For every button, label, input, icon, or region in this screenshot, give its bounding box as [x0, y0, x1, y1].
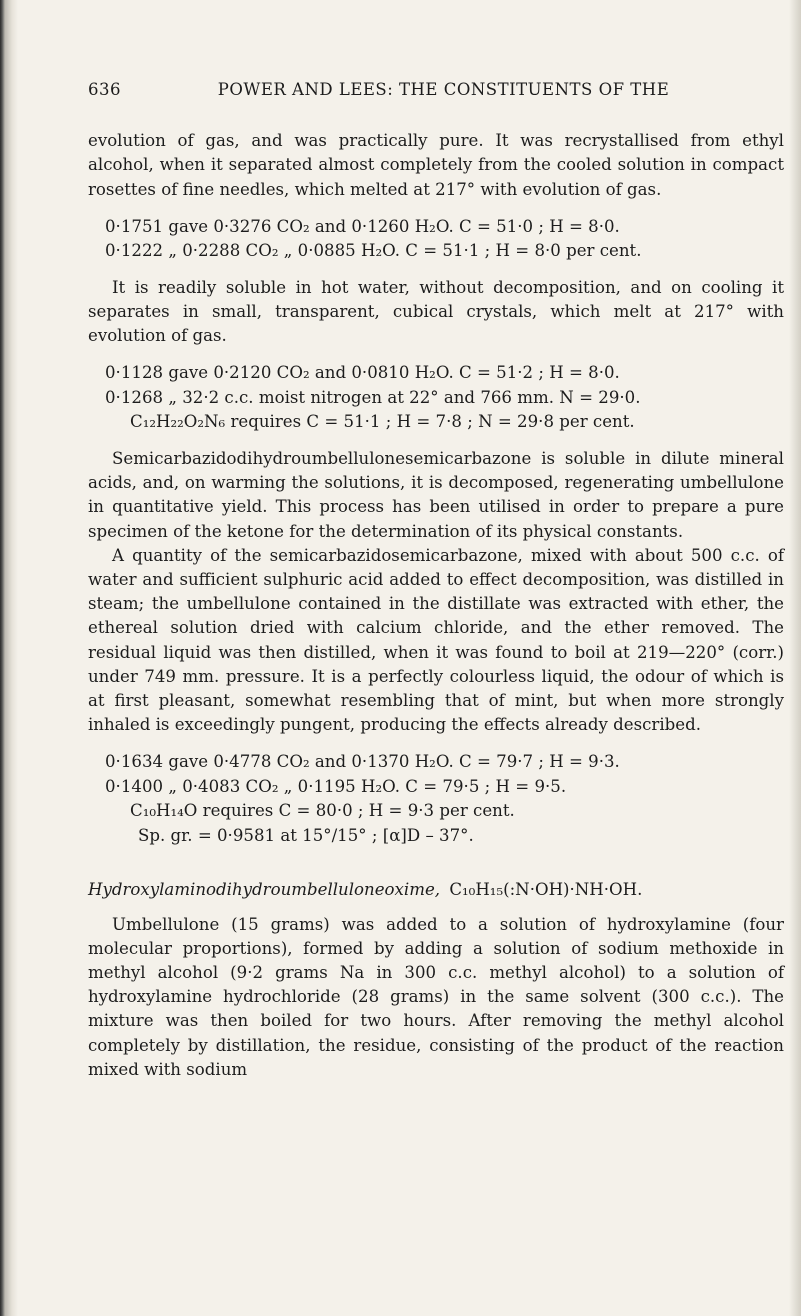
analysis-line: 0·1751 gave 0·3276 CO₂ and 0·1260 H₂O. C = 51·0 ; H = 8·0.	[105, 216, 620, 236]
analysis-block-1	[88, 215, 784, 264]
paragraph-decomposition: Semicarbazidodihydroumbellulonesemicarbazone is soluble in dilute mineral acids, and, on warming the solutions, it is decomposed, regenerating umbellulone in quantitative yield. This process has been utilised in order to prepare a pure specimen of the ketone for the determination of its physical constants.	[88, 448, 784, 541]
analysis-line: 0·1634 gave 0·4778 CO₂ and 0·1370 H₂O. C = 79·7 ; H = 9·3.	[105, 752, 620, 772]
physical-constants: Sp. gr. = 0·9581 at 15°/15° ; [α]D – 37°.	[138, 825, 474, 845]
compound-formula: C₁₀H₁₅(:N·OH)·NH·OH.	[449, 880, 643, 900]
book-page	[88, 78, 784, 1082]
page-number: 636	[88, 80, 121, 99]
compound-name: Hydroxylaminodihydroumbelluloneoxime,	[88, 880, 441, 900]
analysis-block-3	[88, 750, 784, 848]
analysis-line: 0·1222 „ 0·2288 CO₂ „ 0·0885 H₂O. C = 51·1 ; H = 8·0 per cent.	[105, 241, 642, 261]
running-title: POWER AND LEES: THE CONSTITUENTS OF THE	[217, 80, 670, 99]
page-edge-shadow	[789, 0, 801, 1316]
analysis-line: 0·1400 „ 0·4083 CO₂ „ 0·1195 H₂O. C = 79·5 ; H = 9·5.	[105, 776, 567, 796]
section-heading	[88, 878, 784, 902]
analysis-line: 0·1128 gave 0·2120 CO₂ and 0·0810 H₂O. C = 51·2 ; H = 8·0.	[105, 363, 620, 383]
analysis-block-2	[88, 361, 784, 435]
paragraph-oxime-preparation: Umbellulone (15 grams) was added to a solution of hydroxylamine (four molecular proportions), formed by adding a solution of sodium methoxide in methyl alcohol (9·2 grams Na in 300 c.c. methyl alcohol) to a solution of hydroxylamine hydrochloride (28 grams) in the same solvent (300 c.c.). The mixture was then boiled for two hours. After removing the methyl alcohol completely by distillation, the residue, consisting of the product of the reaction mixed with sodium	[88, 914, 784, 1079]
formula-requirement: C₁₂H₂₂O₂N₆ requires C = 51·1 ; H = 7·8 ; N = 29·8 per cent.	[130, 412, 635, 432]
formula-requirement: C₁₀H₁₄O requires C = 80·0 ; H = 9·3 per cent.	[130, 801, 515, 821]
analysis-line: 0·1268 „ 32·2 c.c. moist nitrogen at 22° and 766 mm. N = 29·0.	[105, 387, 641, 407]
paragraph-recrystallisation: evolution of gas, and was practically pure. It was recrystallised from ethyl alcohol, when it separated almost completely from the cooled solution in compact rosettes of fine needles, which melted at 217° with evolution of gas.	[88, 131, 784, 199]
book-binding-shadow	[0, 0, 18, 1316]
paragraph-distillation: A quantity of the semicarbazidosemicarbazone, mixed with about 500 c.c. of water and sufficient sulphuric acid added to effect decomposition, was distilled in steam; the umbellulone contained in the distillate was extracted with ether, the ethereal solution dried with calcium chloride, and the ether removed. The residual liquid was then distilled, when it was found to boil at 219—220° (corr.) under 749 mm. pressure. It is a perfectly colourless liquid, the odour of which is at first pleasant, somewhat resembling that of mint, but when more strongly inhaled is exceedingly pungent, producing the effects already described.	[88, 545, 784, 735]
paragraph-solubility: It is readily soluble in hot water, without decomposition, and on cooling it separates in small, transparent, cubical crystals, which melt at 217° with evolution of gas.	[88, 277, 784, 346]
running-header	[88, 78, 784, 102]
